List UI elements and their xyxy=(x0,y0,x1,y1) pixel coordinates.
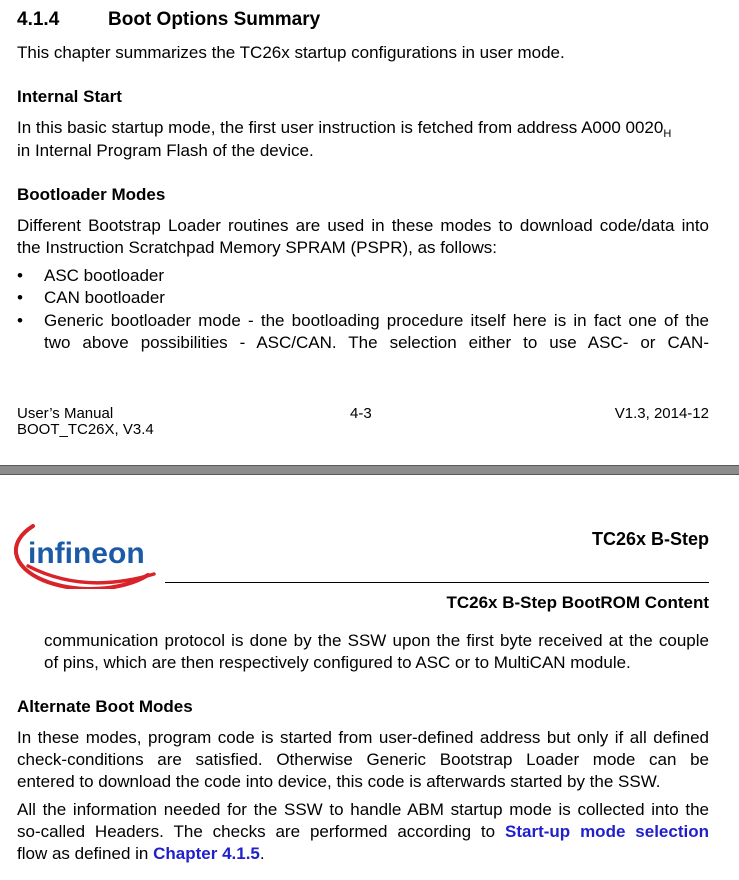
alternate-p1-line3: entered to download the code into device, this code is afterwards started by the SSW. xyxy=(17,772,661,791)
footer-doc-id: BOOT_TC26X, V3.4 xyxy=(17,421,154,438)
internal-start-line2: in Internal Program Flash of the device. xyxy=(17,141,314,160)
bullet-dot: • xyxy=(17,266,23,285)
intro-text: This chapter summarizes the TC26x startup configurations in user mode. xyxy=(17,43,565,62)
bullet-generic-line1: Generic bootloader mode - the bootloading procedure itself here is in fact one of the xyxy=(44,311,709,330)
infineon-logo xyxy=(14,517,170,589)
internal-start-line1: In this basic startup mode, the first user instruction is fetched from address A000 $0020_H$ xyxy=(17,118,672,140)
continued-line1: communication protocol is done by the SSW upon the first byte received at the couple xyxy=(44,631,709,650)
bullet-dot: • xyxy=(17,288,23,307)
alternate-p2-line2: so-called Headers. The checks are performed according to Start-up mode selection xyxy=(17,822,709,841)
internal-start-heading: Internal Start xyxy=(17,87,122,106)
chapter-4-1-5-link[interactable]: Chapter 4.1.5 xyxy=(153,844,260,863)
alternate-heading: Alternate Boot Modes xyxy=(17,697,193,716)
chapter-title: TC26x B-Step BootROM Content xyxy=(446,593,709,612)
page-separator xyxy=(0,465,739,475)
bullet-can: CAN bootloader xyxy=(44,288,165,307)
startup-mode-selection-link[interactable]: Start-up mode selection xyxy=(505,822,709,841)
footer-page-number: 4-3 xyxy=(350,405,372,422)
footer-version: V1.3, 2014-12 xyxy=(614,405,709,422)
bullet-generic-line2: two above possibilities - ASC/CAN. The selection either to use ASC- or CAN- xyxy=(44,333,709,352)
continued-line2: of pins, which are then respectively configured to ASC or to MultiCAN module. xyxy=(44,653,631,672)
svg-text:infineon: infineon xyxy=(28,537,145,570)
bootloader-line2: the Instruction Scratchpad Memory SPRAM (PSPR), as follows: xyxy=(17,238,497,257)
alternate-p2-line3: flow as defined in Chapter 4.1.5. xyxy=(17,844,265,863)
alternate-p2-line1: All the information needed for the SSW to handle ABM startup mode is collected into the xyxy=(17,800,709,819)
product-name: TC26x B-Step xyxy=(591,529,709,549)
bullet-dot: • xyxy=(17,311,23,330)
alternate-p1-line1: In these modes, program code is started from user-defined address but only if all defined xyxy=(17,728,709,747)
header-rule xyxy=(165,582,709,583)
footer-manual: User’s Manual xyxy=(17,405,114,422)
section-number: 4.1.4 xyxy=(17,9,60,30)
bootloader-line1: Different Bootstrap Loader routines are used in these modes to download code/data into xyxy=(17,216,709,235)
alternate-p1-line2: check-conditions are satisfied. Otherwise Generic Bootstrap Loader mode can be xyxy=(17,750,709,769)
section-title: Boot Options Summary xyxy=(108,9,321,30)
bullet-asc: ASC bootloader xyxy=(44,266,165,285)
bootloader-heading: Bootloader Modes xyxy=(17,185,166,204)
